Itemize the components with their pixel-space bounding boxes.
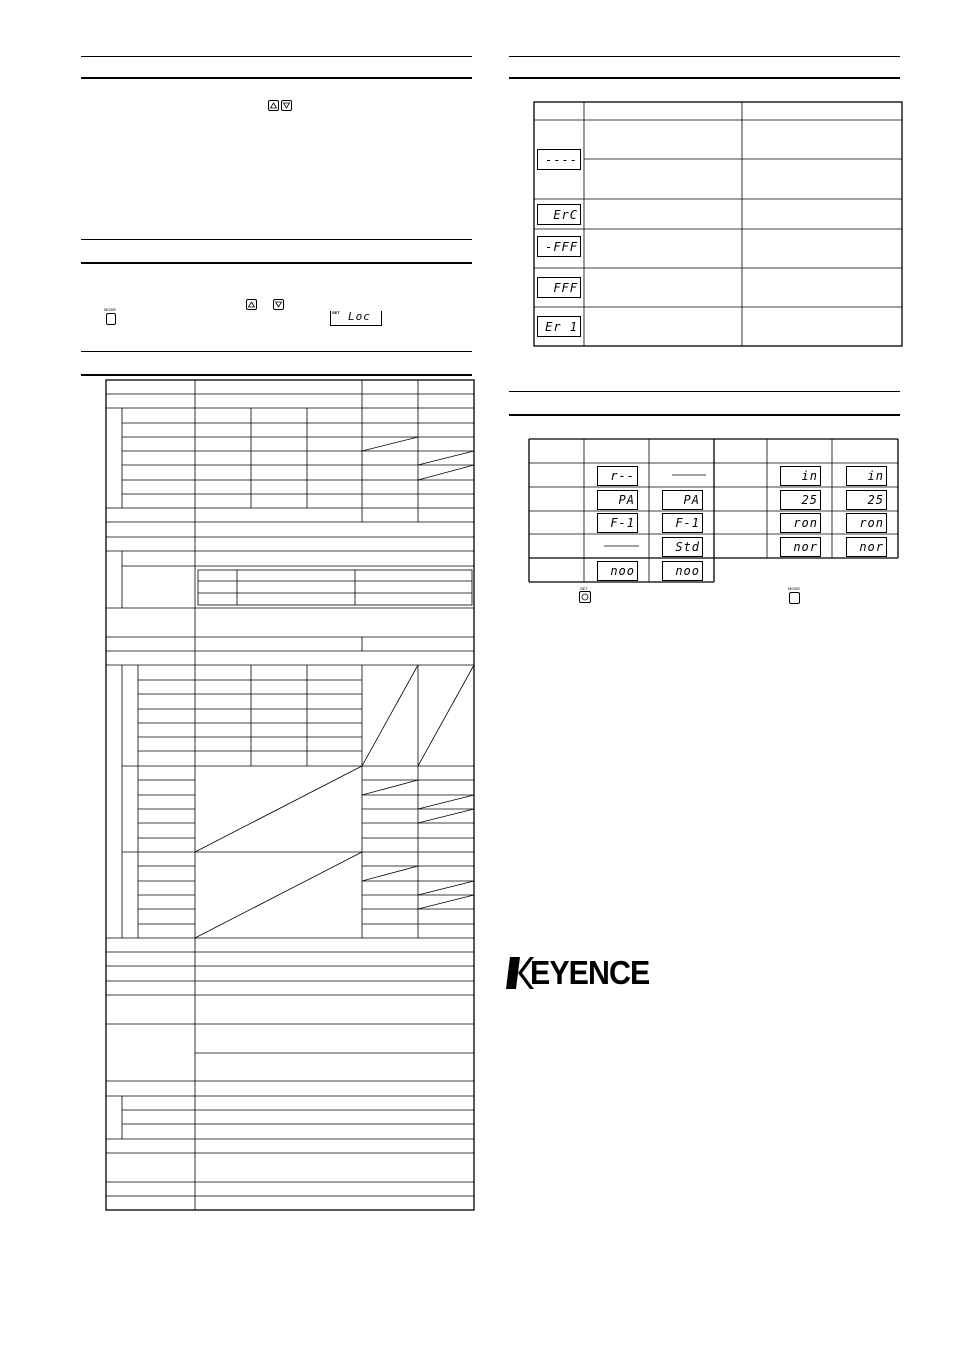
setting-display	[597, 466, 638, 486]
setting-value: r--	[610, 469, 635, 483]
setting-display	[846, 537, 887, 557]
setting-value: Std	[675, 540, 700, 554]
setting-value: nor	[859, 540, 884, 554]
set-button-icon	[579, 591, 591, 603]
setting-display	[780, 513, 821, 533]
setting-value: in	[867, 469, 884, 483]
lock-display-value: Loc	[348, 310, 371, 323]
setting-value: PA	[618, 493, 635, 507]
setting-display	[662, 537, 703, 557]
setting-value: nor	[793, 540, 818, 554]
mode-button-icon	[789, 592, 800, 604]
error-code-value: ----	[545, 153, 578, 167]
setting-display	[597, 561, 638, 581]
setting-value: F-1	[610, 516, 635, 530]
keyence-logo	[508, 954, 680, 992]
setting-value: noo	[675, 564, 700, 578]
setting-display	[662, 513, 703, 533]
setting-display	[780, 537, 821, 557]
error-code-value: ErC	[553, 208, 578, 222]
lock-display-indicator: SET	[332, 310, 340, 315]
logo-text: EYENCE	[530, 954, 650, 991]
setting-value: F-1	[675, 516, 700, 530]
setting-display	[780, 490, 821, 510]
setting-value: ron	[859, 516, 884, 530]
setting-value: in	[801, 469, 818, 483]
setting-value: ron	[793, 516, 818, 530]
setting-display	[662, 490, 703, 510]
setting-value: 25	[867, 493, 884, 507]
setting-display	[780, 466, 821, 486]
error-code-value: FFF	[553, 281, 578, 295]
mode-button-label: MODE	[104, 307, 116, 312]
error-code-value: -FFF	[545, 240, 578, 254]
error-code-value: Er 1	[545, 320, 578, 334]
setting-display	[846, 513, 887, 533]
setting-value: PA	[683, 493, 700, 507]
set-button-label: SET	[580, 586, 588, 591]
setting-display	[662, 561, 703, 581]
mode-button-label: MODE	[788, 586, 800, 591]
setting-display	[597, 490, 638, 510]
setting-display	[597, 513, 638, 533]
setting-value: noo	[610, 564, 635, 578]
setting-value: 25	[801, 493, 818, 507]
setting-display	[846, 466, 887, 486]
setting-display	[846, 490, 887, 510]
